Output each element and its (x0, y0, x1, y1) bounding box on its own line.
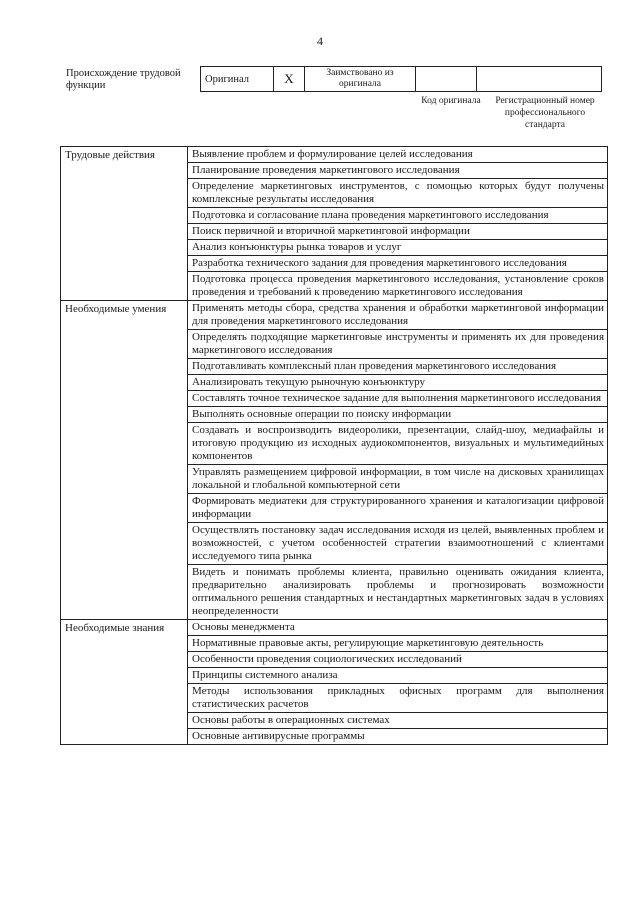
section-item: Управлять размещением цифровой информации, в том числе на дисковых хранилищах локальной и глобальной компьютерной сети (188, 465, 608, 494)
code-cell (416, 67, 477, 92)
section-item: Подготавливать комплексный план проведения маркетингового исследования (188, 359, 608, 375)
section-item: Разработка технического задания для проведения маркетингового исследования (188, 256, 608, 272)
section-item: Составлять точное техническое задание для выполнения маркетингового исследования (188, 391, 608, 407)
original-cell: Оригинал (201, 67, 274, 92)
section-item: Основы работы в операционных системах (188, 713, 608, 729)
code-caption: Код оригинала (421, 96, 481, 106)
section-item: Основные антивирусные программы (188, 729, 608, 745)
table-row (61, 301, 608, 330)
borrowed-cell: Заимствовано из оригинала (305, 67, 416, 92)
section-item: Анализировать текущую рыночную конъюнктуру (188, 375, 608, 391)
section-item: Подготовка и согласование плана проведения маркетингового исследования (188, 208, 608, 224)
table-row (61, 620, 608, 636)
section-item: Особенности проведения социологических исследований (188, 652, 608, 668)
section-item: Методы использования прикладных офисных программ для выполнения статистических расчетов (188, 684, 608, 713)
section-item: Основы менеджмента (188, 620, 608, 636)
section-item: Подготовка процесса проведения маркетингового исследования, установление сроков проведения и требований к проведению маркетингового исследования (188, 272, 608, 301)
section-item: Видеть и понимать проблемы клиента, правильно оценивать ожидания клиента, предварительно анализировать проблемы и прогнозировать возможности оптимального решения стандартных и нестандартных маркетинговых задач в условиях неопределенности (188, 565, 608, 620)
section-item: Выявление проблем и формулирование целей исследования (188, 147, 608, 163)
section-item: Нормативные правовые акты, регулирующие маркетинговую деятельность (188, 636, 608, 652)
reg-number-cell (477, 67, 602, 92)
section-item: Формировать медиатеки для структурированного хранения и каталогизации цифровой информации (188, 494, 608, 523)
section-item: Планирование проведения маркетингового исследования (188, 163, 608, 179)
section-item: Определять подходящие маркетинговые инструменты и применять их для проведения маркетингового исследования (188, 330, 608, 359)
origin-label: Происхождение трудовой функции (66, 68, 181, 91)
table-row (61, 147, 608, 163)
section-title: Необходимые умения (61, 301, 188, 620)
section-title: Трудовые действия (61, 147, 188, 301)
section-item: Принципы системного анализа (188, 668, 608, 684)
original-mark: X (274, 67, 305, 92)
section-title: Необходимые знания (61, 620, 188, 745)
section-item: Определение маркетинговых инструментов, с помощью которых будут получены комплексные результаты исследования (188, 179, 608, 208)
section-item: Выполнять основные операции по поиску информации (188, 407, 608, 423)
reg-number-caption: Регистрационный номер профессионального стандарта (495, 96, 595, 130)
section-item: Поиск первичной и вторичной маркетинговой информации (188, 224, 608, 240)
page-number: 4 (317, 34, 323, 48)
section-item: Создавать и воспроизводить видеоролики, презентации, слайд-шоу, медиафайлы и итоговую продукцию из исходных аудиокомпонентов, визуальных и мультимедийных компонентов (188, 423, 608, 465)
labor-function-table (60, 146, 608, 745)
section-item: Осуществлять постановку задач исследования исходя из целей, выявленных проблем и возможностей, с учетом особенностей стратегии взаимоотношений с клиентами исследуемого типа рынка (188, 523, 608, 565)
origin-table (200, 66, 602, 92)
section-item: Применять методы сбора, средства хранения и обработки маркетинговой информации для проведения маркетингового исследования (188, 301, 608, 330)
section-item: Анализ конъюнктуры рынка товаров и услуг (188, 240, 608, 256)
